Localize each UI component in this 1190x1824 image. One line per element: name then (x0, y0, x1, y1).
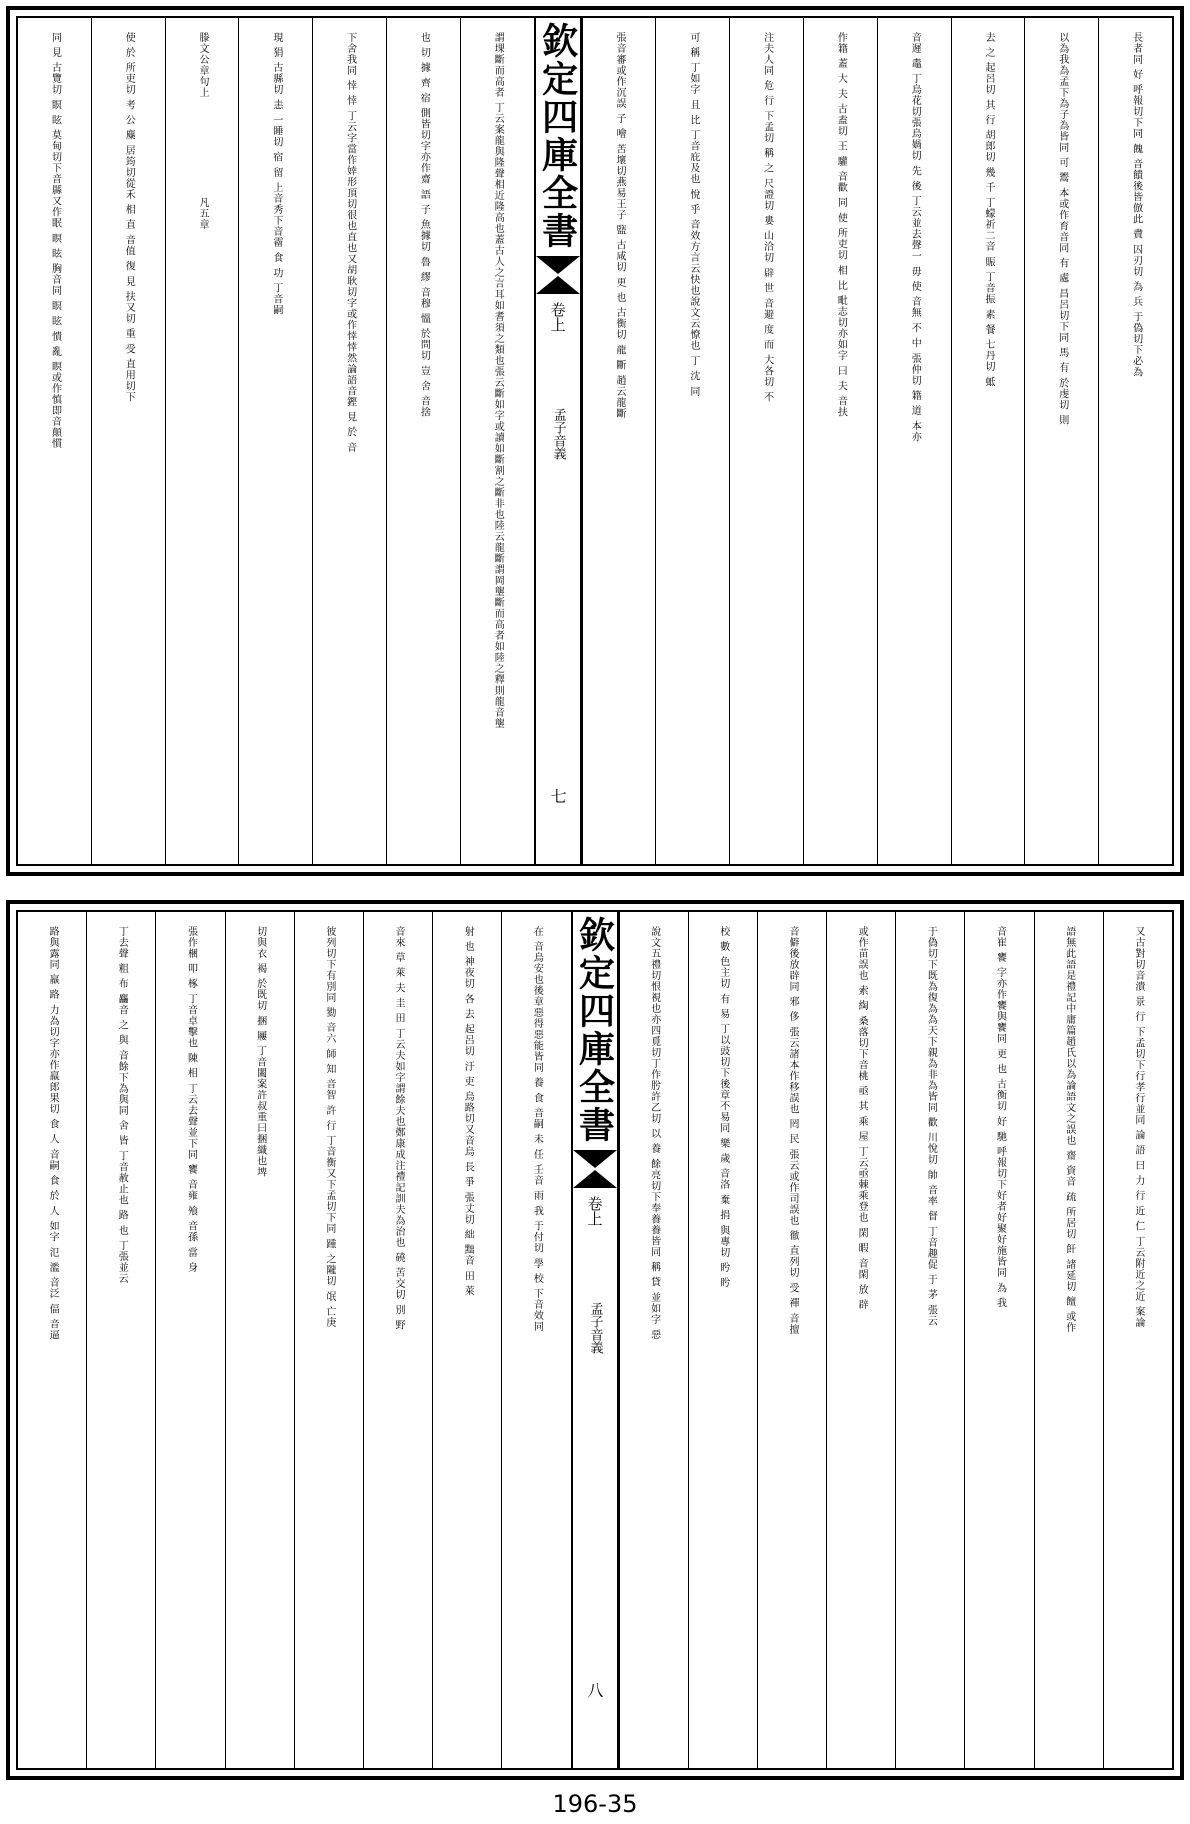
column-text: 或作苗誤也 索 綯 桑落切下音桃 亟 其 乘 屋 丁云亟棘乘登也 閑 暇 音閑 放 辟 (856, 926, 868, 1311)
column-text: 張音審或作沉誤 子 噲 苦壞切燕易王子 盬 古咸切 更 也 古衡切 龍 斷 趙云龍斷 (614, 32, 626, 419)
lower-page-frame (16, 910, 1174, 1770)
column-text: 射 也 神夜切 各 去 起呂切 汙 吏 烏路切又音烏 長 爭 張丈切 絀 黜音 田 萊 (462, 926, 474, 1297)
text-column (951, 18, 1025, 864)
text-column (155, 912, 224, 1768)
text-column (225, 912, 294, 1768)
column-text: 彼列切下有別同 勠 音六 師 知 音智 許 行 丁音衡又下孟切下同 踵 之隴切 氓 亡庚 (323, 926, 335, 1329)
column-text: 校 數 色主切 有 易 丁以豉切下後章不易同 樂 歲 音洛 棄 捐 與專切 盻 盻 (717, 926, 729, 1289)
text-column (964, 912, 1033, 1768)
text-column (688, 912, 757, 1768)
text-column (757, 912, 826, 1768)
column-text: 音崔 饔 字亦作饔與饔同 更 也 古衡切 好 馳 呼報切下好者好聚好施皆同 為 我 (994, 926, 1006, 1309)
text-column (582, 18, 656, 864)
book-label: 孟子音義 (550, 408, 566, 460)
fish-tail-icon (536, 256, 580, 274)
column-text: 音遲 鼃 丁烏花切張烏媧切 先 後 丁云並去聲一 毋 使 音無 不 中 張仲切 籍 道 本亦 (909, 32, 921, 443)
fish-tail-lower-icon (536, 276, 580, 294)
column-text: 作籍 蓋 大 夫 古盍切 王 驩 音歡 同 使 所吏切 相 比 毗志切亦如字 曰 夫 音扶 (835, 32, 847, 418)
juan-label: 卷上 (548, 302, 567, 332)
column-text: 現 狷 古縣切 恚 一睡切 宿 留 上音秀下音霤 食 功 丁音嗣 (270, 32, 282, 316)
column-text: 可 稱 丁如字 且 比 丁音庇及也 悅 乎 音效方言云快也說文云憭也 丁 沈 同 (687, 32, 699, 397)
text-column (619, 912, 688, 1768)
column-text: 下舍我同 悻 悻 丁云字當作婞形頂切很也直也又胡耿切字或作悻悻然論語音鏗 見 於 音 (344, 32, 356, 454)
column-text: 去 之 起呂切 其 行 胡郎切 幾 千 丁蠓祈二音 賑 丁音振 素 餐 七丹切 蚳 (983, 32, 994, 388)
fish-tail-lower-icon (573, 1170, 617, 1188)
text-column (1034, 912, 1103, 1768)
text-column (312, 18, 386, 864)
center-strip (571, 912, 619, 1768)
text-column (1103, 912, 1172, 1768)
column-text: 滕文公章句上 凡五章 (197, 32, 209, 230)
text-column (165, 18, 239, 864)
text-column (363, 912, 432, 1768)
text-column (1024, 18, 1098, 864)
text-column (460, 18, 534, 864)
juan-label: 卷上 (585, 1196, 604, 1226)
header-title: 欽定四庫全書 (573, 916, 616, 1144)
column-text: 長者同 好 呼報切下同 餽 音饋後皆倣此 賮 囚刃切 為 兵 于偽切下必為 (1130, 32, 1142, 378)
footer-page-number: 196-35 (552, 1790, 638, 1818)
text-column (238, 18, 312, 864)
text-column (294, 912, 363, 1768)
column-text: 也 切 據 齊 宿 側皆切字亦作齋 語 子 魚據切 魯 繆 音穆 慍 於問切 豈 舍 音捨 (418, 32, 430, 418)
column-text: 注夫人同 危 行 下孟切 稱 之 尺證切 婁 山洽切 辟 世 音避 度 而 大各切 不 (761, 32, 773, 403)
column-text: 路與露同 羸 路 力為切字亦作羸郎果切 食 人 音嗣 食 於 人 如字 氾 濫 音泛 偪 音逼 (47, 926, 59, 1341)
text-column (501, 912, 570, 1768)
lower-text-columns (18, 912, 1172, 1768)
column-text: 音僻後放辟同 邪 侈 張云諸本作移誤也 罔 民 張云或作司誤也 徹 直列切 受 禪 音擅 (786, 926, 798, 1335)
column-text: 同 見 古覽切 瞑 眩 莫甸切下音縣又作眠 瞑 眩 胸音同 瞑 眩 憒 亂 瞑或作慎即音顛慣 (49, 32, 61, 450)
text-column (386, 18, 460, 864)
lower-page (6, 900, 1184, 1780)
column-text: 于偽切下既為復為為天下親為非為皆同 歡 川悅切 帥 音率 督 丁音趣促 于 茅 張云 (925, 926, 937, 1327)
column-text: 使 於 所吏切 考 公 麋 居筠切從禾 相 直 音值 復 見 扶又切 重 受 直用切下 (123, 32, 135, 403)
text-column (895, 912, 964, 1768)
leaf-number: 八 (585, 1682, 604, 1698)
text-column (18, 18, 91, 864)
leaf-number: 七 (548, 788, 568, 804)
center-strip (534, 18, 582, 864)
upper-text-columns (18, 18, 1172, 864)
column-text: 又古對切音潰 景 行 下孟切下行孝行並同 論 語 曰 力 行 近 仁 丁云附近之近 案論 (1132, 926, 1144, 1329)
header-title: 欽定四庫全書 (536, 22, 579, 250)
text-column (877, 18, 951, 864)
fish-tail-icon (573, 1150, 617, 1168)
text-column (18, 912, 86, 1768)
column-text: 語無此語是禮記中庸篇趙氏以為論語文之誤也 齋 資音 疏 所居切 飦 諸延切 饘 或作 (1063, 926, 1075, 1334)
upper-page (6, 6, 1184, 876)
text-column (826, 912, 895, 1768)
column-text: 謂堁斷而高者 丁云案龍與隆聲相近隆高也蓋古人之言耳如耆須之類也張云斷如字或讀如斷割之斷非也陸云龍斷謂岡壟斷而高者如陸之釋則龍音壟 (492, 32, 504, 730)
column-text: 音來 草 萊 夫 圭 田 丁云夫如字謂餘夫也鄭康成注禮記訓夫為治也 磽 苦交切 別 野 (393, 926, 405, 1331)
text-column (86, 912, 155, 1768)
text-column (91, 18, 165, 864)
text-column (655, 18, 729, 864)
column-text: 切與衣 褐 於既切 捆 屨 丁音闔案許叔重曰捆織也埤 (254, 926, 266, 1178)
text-column (729, 18, 803, 864)
text-column (432, 912, 501, 1768)
column-text: 在 音烏安也後章惡得惡能皆同 養 食 音嗣 未 任 壬音 雨 我 于付切 學 校 下音效同 (531, 926, 543, 1333)
text-column (1098, 18, 1172, 864)
column-text: 張作梱 叩 椓 丁音卓擊也 陳 相 丁云去聲並下同 饔 音雍 飧 音孫 當 身 (185, 926, 197, 1274)
upper-page-frame (16, 16, 1174, 866)
column-text: 說文五禮切恨視也亦四覓切丁作肹許乙切 以 養 餘亮切下奉養養皆同 稱 貸 並如字 惡 (648, 926, 660, 1341)
column-text: 丁去聲 粗 布 麤音 之 與 音餘下為與同 舍 皆 丁音赦止也 路 也 丁張並云 (116, 926, 128, 1285)
column-text: 以為我為孟下為子為皆同 可 鬻 本或作育音同 有 處 昌呂切下同 馬 有 於虔切 則 (1056, 32, 1068, 426)
book-label: 孟子音義 (587, 1302, 603, 1354)
text-column (803, 18, 877, 864)
